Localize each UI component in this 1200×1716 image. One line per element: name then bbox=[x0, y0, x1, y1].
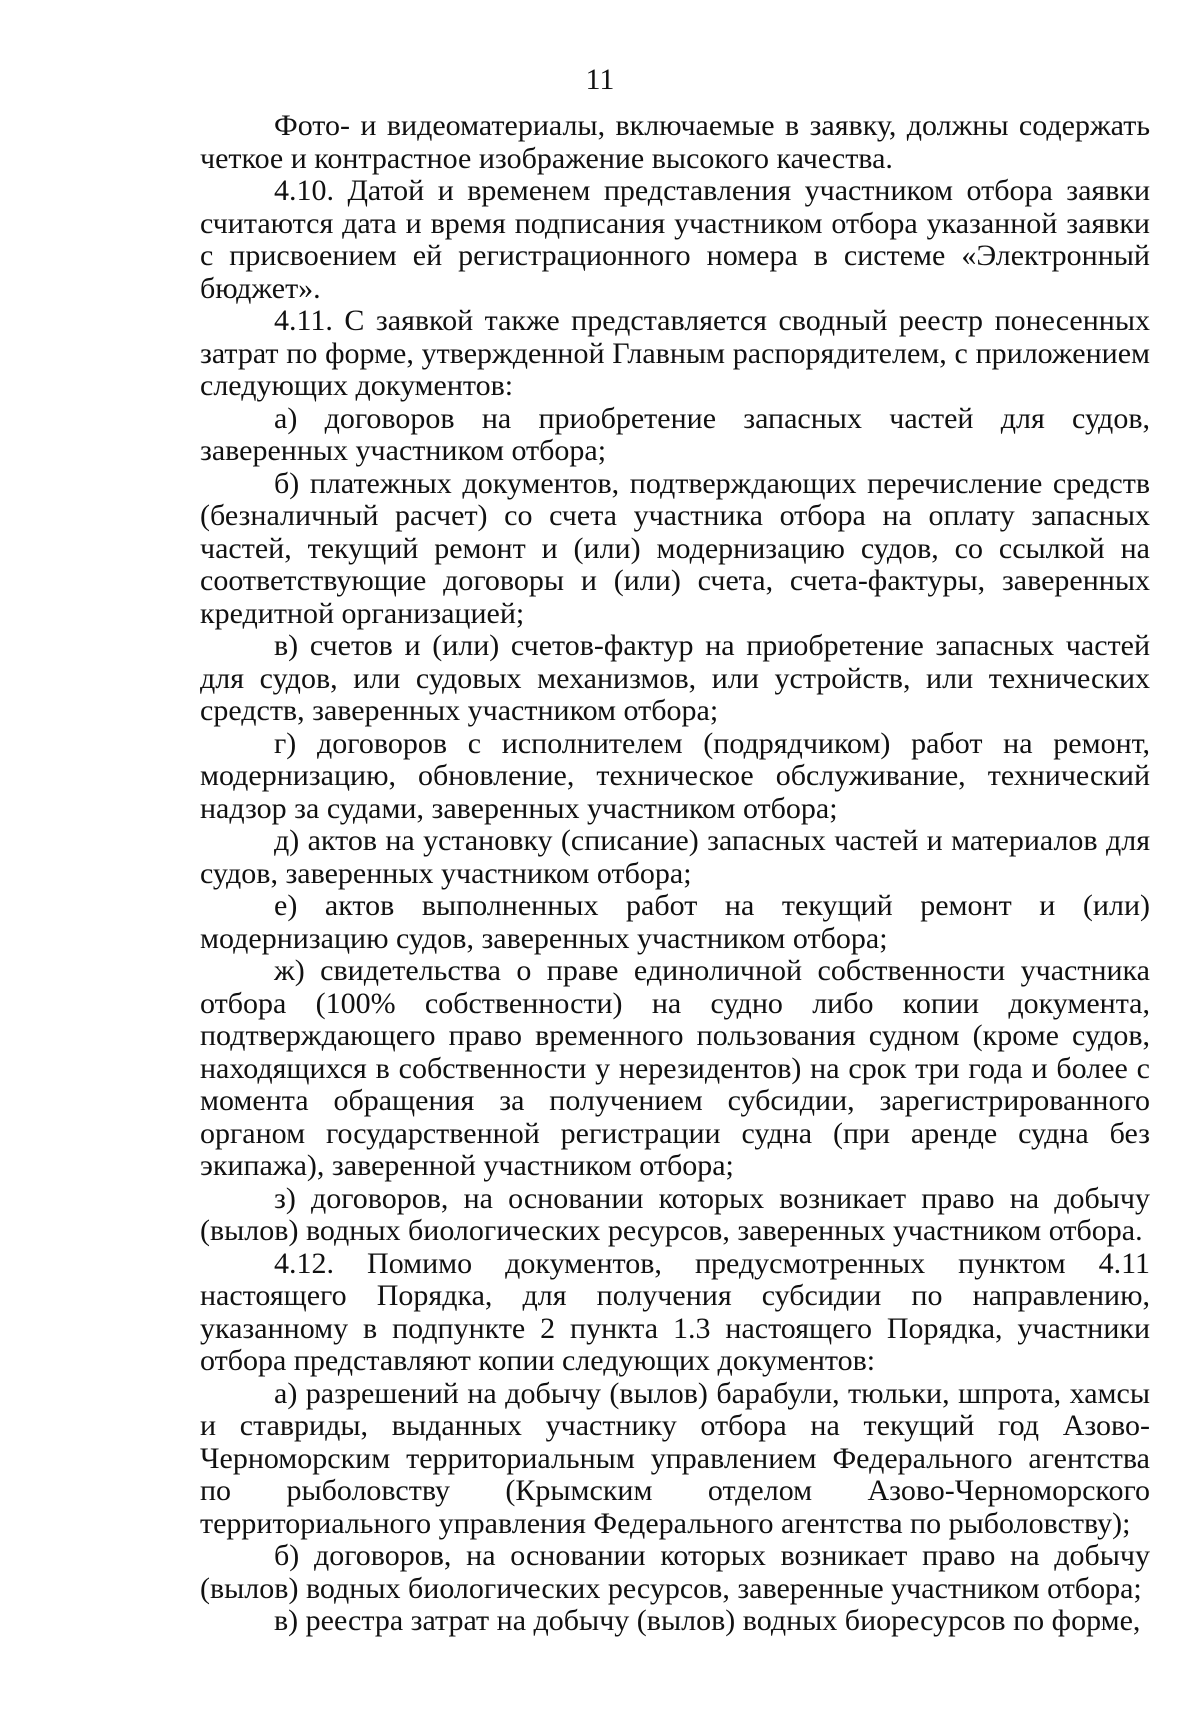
list-item-4-12-b: б) договоров, на основании которых возникает право на добычу (вылов) водных биологических ресурсов, заверенные участником отбора; bbox=[200, 1539, 1150, 1605]
list-item-4-11-g: г) договоров с исполнителем (подрядчиком) работ на ремонт, модернизацию, обновление, техническое обслуживание, технический надзор за судами, заверенных участником отбора; bbox=[200, 726, 1150, 825]
paragraph-4-11: 4.11. С заявкой также представляется сводный реестр понесенных затрат по форме, утвержденной Главным распорядителем, с приложением следующих документов: bbox=[200, 304, 1150, 402]
page-number: 11 bbox=[585, 63, 615, 96]
list-item-4-11-b: б) платежных документов, подтверждающих перечисление средств (безналичный расчет) со счета участника отбора на оплату запасных частей, текущий ремонт и (или) модернизацию судов, со ссылкой на соответствующие договоры и (или) счета, счета-фактуры, заверенных кредитной организацией; bbox=[200, 466, 1150, 630]
list-item-4-11-d: д) актов на установку (списание) запасных частей и материалов для судов, заверенных участником отбора; bbox=[200, 824, 1150, 890]
list-item-4-11-e: е) актов выполненных работ на текущий ремонт и (или) модернизацию судов, заверенных участником отбора; bbox=[200, 889, 1150, 955]
list-item-4-11-zh: ж) свидетельства о праве единоличной собственности участника отбора (100% собственности) на судно либо копии документа, подтверждающего право временного пользования судном (кроме судов, находящихся в собственности у нерезидентов) на срок три года и более с момента обращения за получением субсидии, зарегистрированного органом государственной регистрации судна (при аренде судна без экипажа), заверенной участником отбора; bbox=[200, 954, 1150, 1182]
paragraph-photo-video-materials: Фото- и видеоматериалы, включаемые в заявку, должны содержать четкое и контрастное изображение высокого качества. bbox=[200, 109, 1150, 175]
list-item-4-12-a: а) разрешений на добычу (вылов) барабули, тюльки, шпрота, хамсы и ставриды, выданных участнику отбора на текущий год Азово-Черноморским территориальным управлением Федерального агентства по рыболовству (Крымским отделом Азово-Черноморского территориального управления Федерального агентства по рыболовству); bbox=[200, 1376, 1150, 1540]
list-item-4-11-a: а) договоров на приобретение запасных частей для судов, заверенных участником отбора; bbox=[200, 401, 1150, 467]
paragraph-4-10: 4.10. Датой и временем представления участником отбора заявки считаются дата и время подписания участником отбора указанной заявки с присвоением ей регистрационного номера в системе «Электронный бюджет». bbox=[200, 174, 1150, 305]
document-body bbox=[200, 110, 1150, 1638]
list-item-4-11-v: в) счетов и (или) счетов-фактур на приобретение запасных частей для судов, или судовых механизмов, или устройств, или технических средств, заверенных участником отбора; bbox=[200, 629, 1150, 727]
list-item-4-11-z: з) договоров, на основании которых возникает право на добычу (вылов) водных биологических ресурсов, заверенных участником отбора. bbox=[200, 1181, 1150, 1247]
paragraph-4-12: 4.12. Помимо документов, предусмотренных пунктом 4.11 настоящего Порядка, для получения субсидии по направлению, указанному в подпункте 2 пункта 1.3 настоящего Порядка, участники отбора представляют копии следующих документов: bbox=[200, 1246, 1150, 1377]
list-item-4-12-v: в) реестра затрат на добычу (вылов) водных биоресурсов по форме, bbox=[274, 1604, 1141, 1637]
